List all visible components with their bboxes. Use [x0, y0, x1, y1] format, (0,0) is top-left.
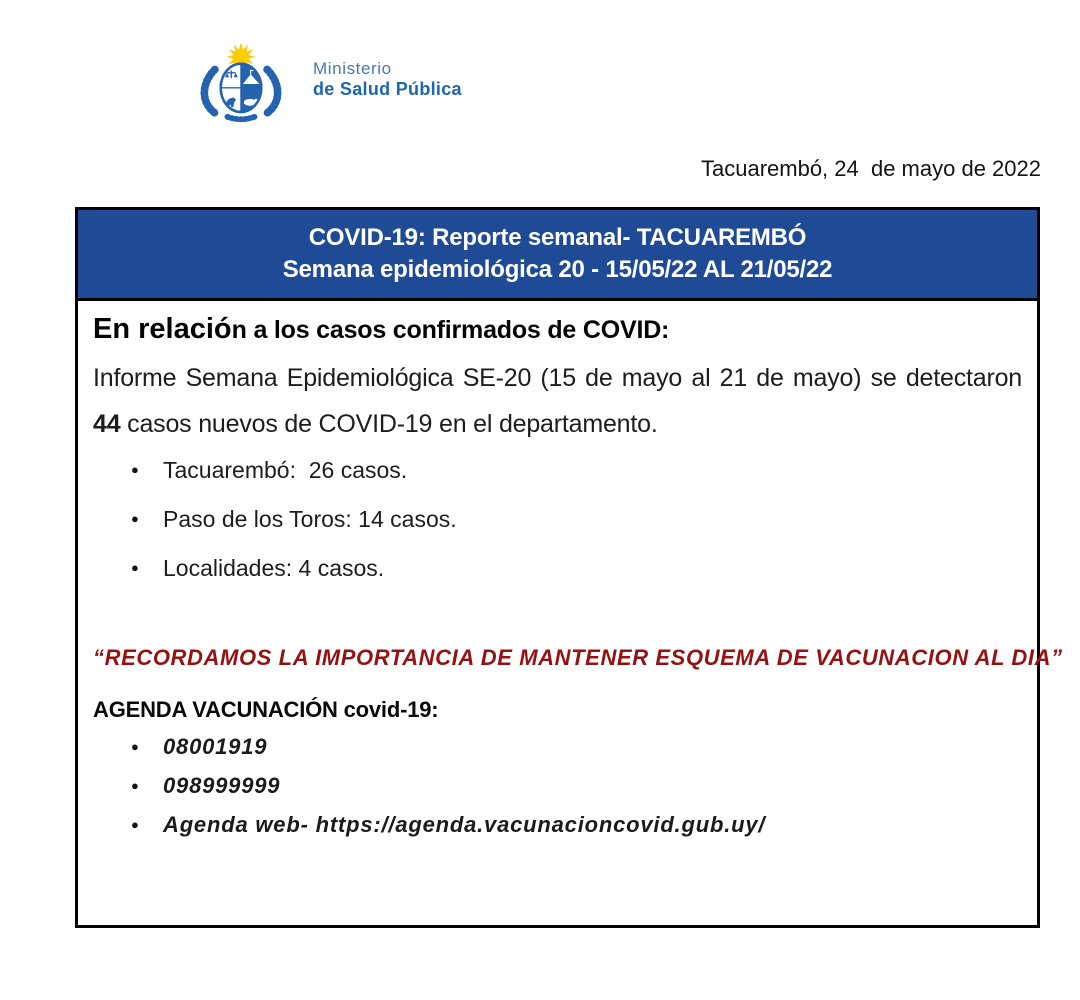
- agenda-item-phone-1: ● 08001919: [93, 733, 1022, 761]
- cases-paragraph-line2-rest: casos nuevos de COVID-19 en el departamento.: [120, 410, 658, 438]
- new-cases-count: 44: [93, 410, 121, 438]
- case-list: [93, 455, 1022, 583]
- report-header: [78, 210, 1037, 301]
- ministry-name-line2: de Salud Pública: [313, 78, 462, 99]
- agenda-title: AGENDA VACUNACIÓN covid-19:: [93, 697, 439, 722]
- report-box: [75, 207, 1063, 928]
- report-title-line1: COVID-19: Reporte semanal- TACUAREMBÓ: [308, 224, 807, 251]
- vaccination-reminder-text: “RECORDAMOS LA IMPORTANCIA DE MANTENER ESQUEMA DE VACUNACION AL DIA”: [93, 645, 1063, 670]
- case-item-tacuarembo: ● Tacuarembó: 26 casos.: [93, 455, 1022, 485]
- date-line: Tacuarembó, 24 de mayo de 2022: [700, 156, 1041, 181]
- case-item-localidades: ● Localidades: 4 casos.: [93, 553, 1022, 583]
- agenda-item-web: [93, 811, 1022, 839]
- ministry-logo: [183, 42, 462, 129]
- section-title-part1: En relació: [93, 313, 232, 345]
- case-item-paso-de-los-toros: ● Paso de los Toros: 14 casos.: [93, 504, 1022, 534]
- section-title: [93, 313, 1022, 346]
- report-title-line2: Semana epidemiológica 20 - 15/05/22 AL 21/05/22: [282, 256, 833, 283]
- ministry-name: [313, 42, 462, 99]
- cases-paragraph-line2: [93, 409, 1022, 439]
- agenda-web-link[interactable]: Agenda web- https://agenda.vacunacioncovid.gub.uy/: [163, 812, 766, 837]
- agenda-list: [93, 733, 1022, 839]
- uruguay-coat-of-arms-icon: [183, 42, 299, 129]
- cases-paragraph-line1: Informe Semana Epidemiológica SE-20 (15 de mayo al 21 de mayo) se detectaron: [93, 364, 1022, 392]
- section-title-part2: n a los casos confirmados de COVID:: [231, 316, 670, 344]
- cases-paragraph: [93, 363, 1022, 439]
- shield-icon: [221, 64, 263, 112]
- report-content: [78, 313, 1063, 839]
- agenda-item-phone-2: ● 098999999: [93, 772, 1022, 800]
- ministry-name-line1: Ministerio: [313, 59, 392, 78]
